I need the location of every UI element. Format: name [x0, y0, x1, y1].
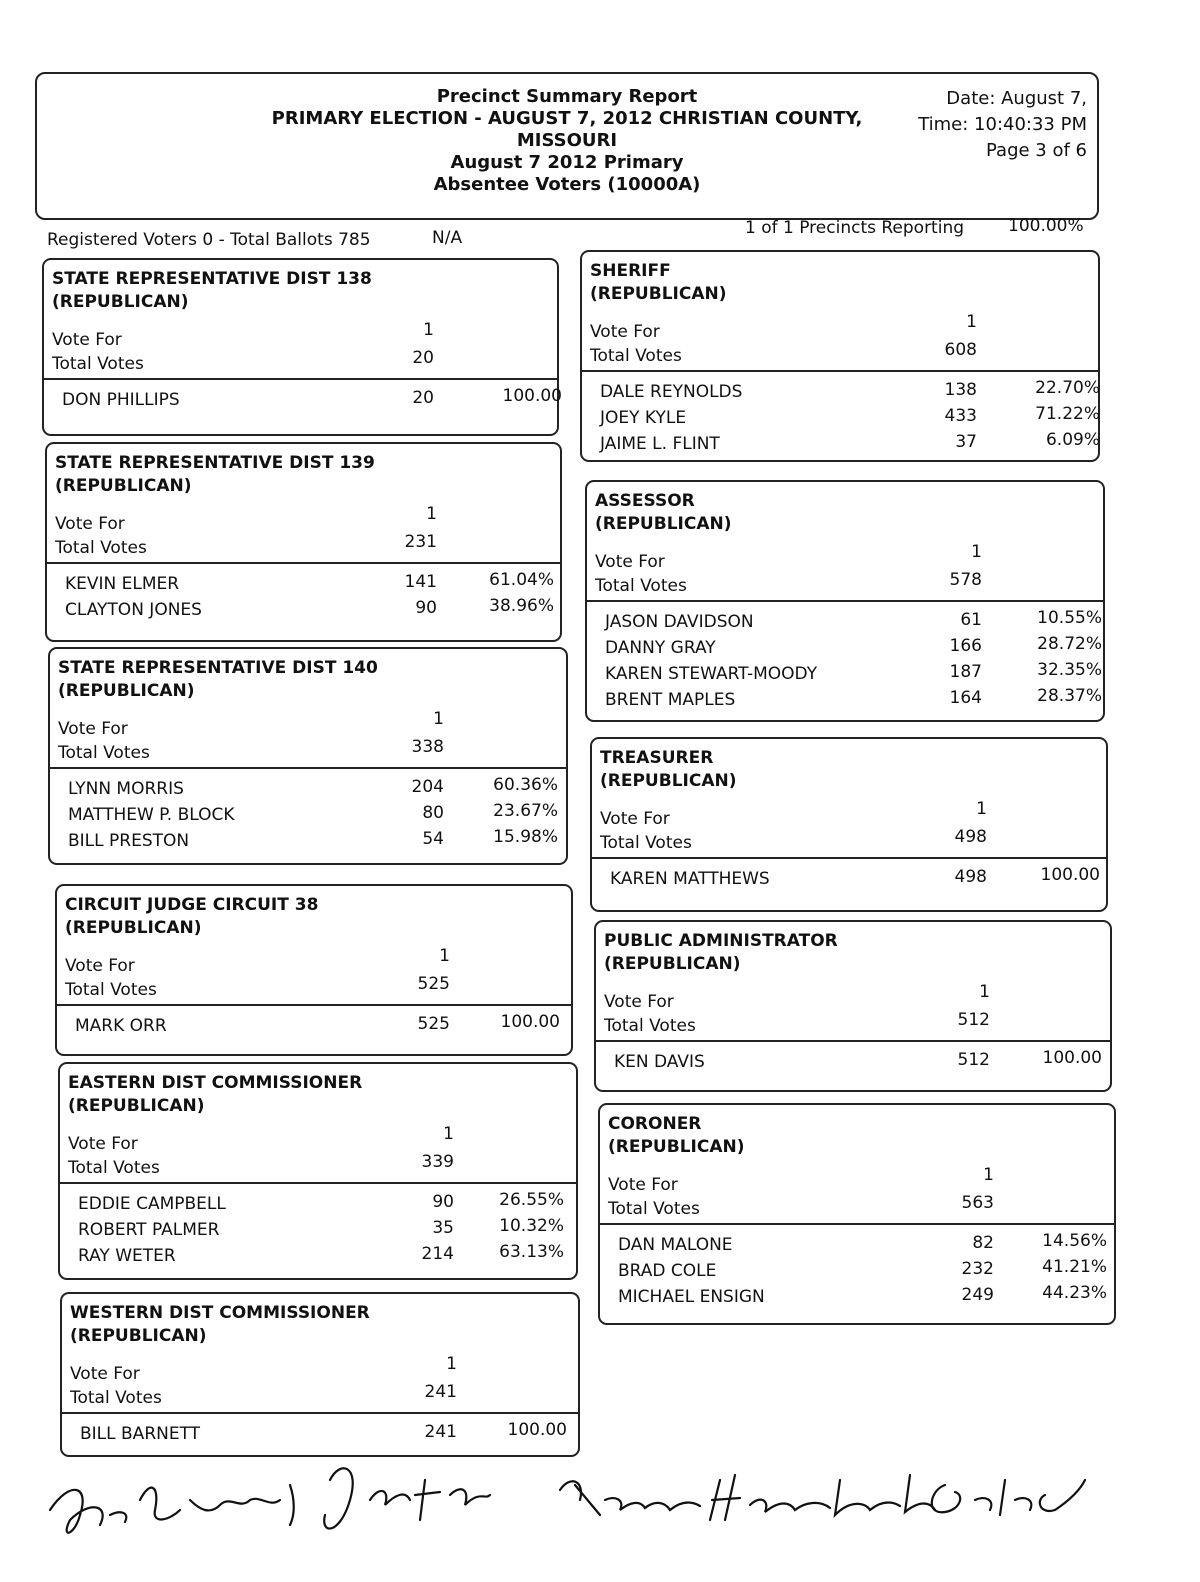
candidate-name: MICHAEL ENSIGN	[618, 1287, 765, 1307]
candidate-votes: 232	[961, 1259, 994, 1279]
report-meta	[918, 86, 1087, 164]
candidate-percent: 28.72%	[1037, 634, 1102, 654]
candidate-percent: 41.21%	[1042, 1257, 1107, 1277]
report-page: Page 3 of 6	[986, 140, 1087, 161]
race-box	[585, 480, 1105, 722]
candidate-name: KAREN MATTHEWS	[610, 869, 770, 889]
total-votes-label: Total Votes	[604, 1016, 696, 1036]
vote-for-label: Vote For	[590, 322, 660, 342]
divider	[600, 1223, 1114, 1225]
vote-for-value: 1	[426, 504, 437, 524]
vote-for-value: 1	[966, 312, 977, 332]
candidate-name: BILL PRESTON	[68, 831, 190, 851]
candidate-name: DAN MALONE	[618, 1235, 733, 1255]
vote-for-value: 1	[423, 320, 434, 340]
candidate-votes: 164	[949, 688, 982, 708]
race-title: CORONER (REPUBLICAN)	[608, 1114, 745, 1157]
candidate-percent: 71.22%	[1035, 404, 1100, 424]
signature-4	[710, 1475, 935, 1520]
total-votes-label: Total Votes	[600, 833, 692, 853]
candidate-votes: 187	[949, 662, 982, 682]
candidate-votes: 80	[422, 803, 444, 823]
candidate-votes: 61	[960, 610, 982, 630]
total-votes-label: Total Votes	[52, 354, 144, 374]
candidate-name: KEVIN ELMER	[65, 574, 180, 594]
total-votes-value: 338	[411, 737, 444, 757]
signature-2	[324, 1468, 490, 1528]
candidate-name: LYNN MORRIS	[68, 779, 184, 799]
signature-1	[50, 1485, 294, 1533]
race-title: TREASURER (REPUBLICAN)	[600, 748, 737, 791]
race-box	[594, 920, 1112, 1092]
candidate-percent: 32.35%	[1037, 660, 1102, 680]
candidate-name: BILL BARNETT	[80, 1424, 201, 1444]
candidate-percent: 26.55%	[499, 1190, 564, 1210]
vote-for-label: Vote For	[52, 330, 122, 350]
vote-for-label: Vote For	[68, 1134, 138, 1154]
race-title: EASTERN DIST COMMISSIONER (REPUBLICAN)	[68, 1073, 363, 1116]
race-title: ASSESSOR (REPUBLICAN)	[595, 491, 732, 534]
vote-for-label: Vote For	[58, 719, 128, 739]
vote-for-label: Vote For	[608, 1175, 678, 1195]
divider	[582, 370, 1098, 372]
vote-for-label: Vote For	[595, 552, 665, 572]
candidate-percent: 63.13%	[499, 1242, 564, 1262]
candidate-votes: 82	[972, 1233, 994, 1253]
divider	[596, 1040, 1110, 1042]
candidate-votes: 35	[432, 1218, 454, 1238]
report-title-line: August 7 2012 Primary	[450, 152, 684, 173]
vote-for-value: 1	[979, 982, 990, 1002]
vote-for-label: Vote For	[70, 1364, 140, 1384]
candidate-name: DON PHILLIPS	[62, 390, 180, 410]
candidate-name: KAREN STEWART-MOODY	[605, 664, 818, 684]
candidate-votes: 214	[421, 1244, 454, 1264]
candidate-percent: 10.55%	[1037, 608, 1102, 628]
candidate-name: RAY WETER	[78, 1246, 176, 1266]
precincts-reporting: 1 of 1 Precincts Reporting	[745, 218, 965, 238]
candidate-name: KEN DAVIS	[614, 1052, 705, 1072]
candidate-percent: 28.37%	[1037, 686, 1102, 706]
divider	[47, 562, 560, 564]
candidate-percent: 100.00	[1040, 865, 1100, 885]
total-votes-value: 525	[417, 974, 450, 994]
candidate-votes: 90	[415, 598, 437, 618]
total-votes-value: 578	[949, 570, 982, 590]
race-title: WESTERN DIST COMMISSIONER (REPUBLICAN)	[70, 1303, 370, 1346]
total-votes-value: 231	[404, 532, 437, 552]
signature-5	[932, 1480, 1085, 1515]
divider	[592, 857, 1106, 859]
candidate-votes: 138	[944, 380, 977, 400]
candidate-name: DANNY GRAY	[605, 638, 716, 658]
registered-voters: Registered Voters 0 - Total Ballots 785	[47, 230, 371, 250]
candidate-percent: 22.70%	[1035, 378, 1100, 398]
total-votes-label: Total Votes	[595, 576, 687, 596]
candidate-name: MARK ORR	[75, 1016, 167, 1036]
report-title-line: Precinct Summary Report	[436, 86, 698, 107]
candidate-percent: 61.04%	[489, 570, 554, 590]
race-box	[580, 250, 1100, 462]
divider	[50, 767, 566, 769]
race-box	[45, 442, 562, 642]
report-title-line: MISSOURI	[516, 130, 618, 151]
candidate-name: ROBERT PALMER	[78, 1220, 220, 1240]
total-votes-value: 339	[421, 1152, 454, 1172]
candidate-votes: 498	[954, 867, 987, 887]
vote-for-value: 1	[439, 946, 450, 966]
candidate-name: BRAD COLE	[618, 1261, 717, 1281]
candidate-percent: 44.23%	[1042, 1283, 1107, 1303]
total-votes-label: Total Votes	[55, 538, 147, 558]
candidate-votes: 90	[432, 1192, 454, 1212]
race-title: STATE REPRESENTATIVE DIST 140 (REPUBLICAN)	[58, 658, 378, 701]
race-box	[55, 884, 573, 1056]
total-votes-label: Total Votes	[608, 1199, 700, 1219]
candidate-name: CLAYTON JONES	[65, 600, 202, 620]
vote-for-value: 1	[976, 799, 987, 819]
divider	[62, 1412, 578, 1414]
candidate-percent: 60.36%	[493, 775, 558, 795]
vote-for-label: Vote For	[55, 514, 125, 534]
candidate-percent: 100.00	[507, 1420, 567, 1440]
candidate-name: JASON DAVIDSON	[605, 612, 754, 632]
vote-for-value: 1	[446, 1354, 457, 1374]
race-title: CIRCUIT JUDGE CIRCUIT 38 (REPUBLICAN)	[65, 895, 319, 938]
total-votes-value: 608	[944, 340, 977, 360]
race-box	[58, 1062, 578, 1280]
candidate-percent: 100.00	[500, 1012, 560, 1032]
report-header	[35, 72, 1099, 220]
candidate-votes: 525	[417, 1014, 450, 1034]
vote-for-label: Vote For	[65, 956, 135, 976]
total-votes-value: 241	[424, 1382, 457, 1402]
candidate-name: JOEY KYLE	[600, 408, 687, 428]
vote-for-label: Vote For	[604, 992, 674, 1012]
candidate-votes: 37	[955, 432, 977, 452]
race-title: STATE REPRESENTATIVE DIST 139 (REPUBLICAN)	[55, 453, 375, 496]
candidate-name: JAIME L. FLINT	[600, 434, 720, 454]
total-votes-value: 563	[961, 1193, 994, 1213]
total-votes-label: Total Votes	[58, 743, 150, 763]
candidate-percent: 100.00	[1042, 1048, 1102, 1068]
candidate-percent: 38.96%	[489, 596, 554, 616]
report-title	[247, 86, 887, 196]
candidate-votes: 512	[957, 1050, 990, 1070]
candidate-votes: 204	[411, 777, 444, 797]
total-votes-label: Total Votes	[68, 1158, 160, 1178]
signatures	[40, 1440, 1100, 1550]
precincts-percent: 100.00%	[1008, 216, 1084, 236]
vote-for-value: 1	[983, 1165, 994, 1185]
total-votes-label: Total Votes	[65, 980, 157, 1000]
vote-for-value: 1	[971, 542, 982, 562]
report-title-line: PRIMARY ELECTION - AUGUST 7, 2012 CHRISTIAN COUNTY,	[271, 108, 863, 129]
vote-for-label: Vote For	[600, 809, 670, 829]
candidate-percent: 6.09%	[1045, 430, 1100, 450]
vote-for-value: 1	[433, 709, 444, 729]
candidate-votes: 249	[961, 1285, 994, 1305]
race-title: STATE REPRESENTATIVE DIST 138 (REPUBLICAN)	[52, 269, 372, 312]
total-votes-label: Total Votes	[70, 1388, 162, 1408]
candidate-votes: 54	[422, 829, 444, 849]
candidate-votes: 433	[944, 406, 977, 426]
vote-for-value: 1	[443, 1124, 454, 1144]
candidate-votes: 241	[424, 1422, 457, 1442]
race-box	[60, 1292, 580, 1457]
candidate-percent: 15.98%	[493, 827, 558, 847]
race-box	[48, 647, 568, 865]
total-votes-value: 498	[954, 827, 987, 847]
candidate-votes: 20	[412, 388, 434, 408]
race-title: PUBLIC ADMINISTRATOR (REPUBLICAN)	[604, 931, 838, 974]
candidate-votes: 166	[949, 636, 982, 656]
candidate-percent: 100.00	[502, 386, 562, 406]
report-title-line: Absentee Voters (10000A)	[433, 174, 701, 195]
candidate-votes: 141	[404, 572, 437, 592]
divider	[44, 378, 557, 380]
signature-3	[560, 1481, 700, 1515]
registered-na: N/A	[432, 228, 463, 248]
total-votes-value: 20	[412, 348, 434, 368]
race-title: SHERIFF (REPUBLICAN)	[590, 261, 727, 304]
candidate-name: DALE REYNOLDS	[600, 382, 743, 402]
race-box	[598, 1103, 1116, 1325]
race-box	[590, 737, 1108, 912]
candidate-name: MATTHEW P. BLOCK	[68, 805, 235, 825]
candidate-percent: 14.56%	[1042, 1231, 1107, 1251]
candidate-name: BRENT MAPLES	[605, 690, 736, 710]
candidate-percent: 23.67%	[493, 801, 558, 821]
divider	[57, 1004, 571, 1006]
total-votes-value: 512	[957, 1010, 990, 1030]
report-time: Time: 10:40:33 PM	[918, 114, 1087, 135]
candidate-percent: 10.32%	[499, 1216, 564, 1236]
race-box	[42, 258, 562, 436]
total-votes-label: Total Votes	[590, 346, 682, 366]
report-date: Date: August 7,	[946, 88, 1087, 109]
candidate-name: EDDIE CAMPBELL	[78, 1194, 226, 1214]
divider	[587, 600, 1103, 602]
divider	[60, 1182, 576, 1184]
